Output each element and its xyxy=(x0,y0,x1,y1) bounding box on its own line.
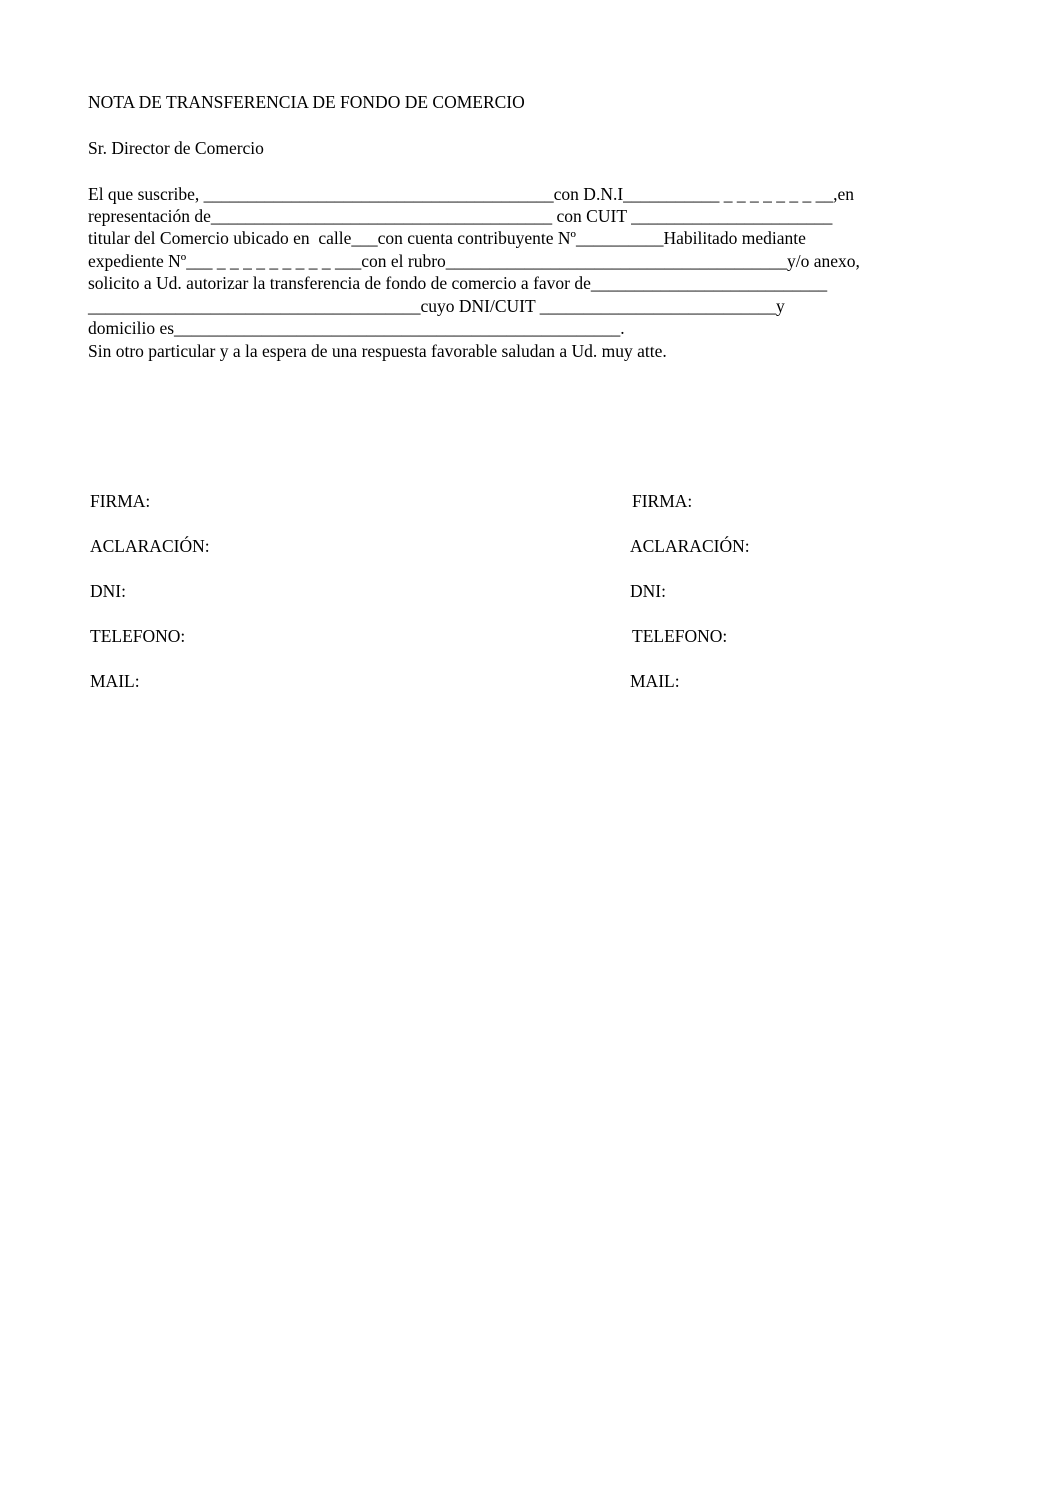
signature-label-mail: MAIL: xyxy=(90,671,140,691)
signature-label-aclaracion: ACLARACIÓN: xyxy=(90,536,210,556)
body-line-5: solicito a Ud. autorizar la transferencia de fondo de comercio a favor de___________________________ xyxy=(88,273,828,293)
document-title: NOTA DE TRANSFERENCIA DE FONDO DE COMERCIO xyxy=(88,92,525,112)
signature-label-dni: DNI: xyxy=(90,581,126,601)
body-line-1: El que suscribe, ________________________________________con D.N.I___________ _ _ _ _ _ _ _ __,en xyxy=(88,184,855,204)
body-line-6: ______________________________________cuyo DNI/CUIT ___________________________y xyxy=(88,296,785,316)
body-line-3: titular del Comercio ubicado en calle___con cuenta contribuyente Nº__________Habilitado mediante xyxy=(88,228,806,248)
signature-label-telefono: TELEFONO: xyxy=(90,626,186,646)
signature-label-firma: FIRMA: xyxy=(632,491,693,511)
signature-label-telefono: TELEFONO: xyxy=(632,626,728,646)
body-line-2: representación de_______________________________________ con CUIT _______________________ xyxy=(88,206,833,226)
signature-label-aclaracion: ACLARACIÓN: xyxy=(630,536,750,556)
signature-label-mail: MAIL: xyxy=(630,671,680,691)
signature-label-firma: FIRMA: xyxy=(90,491,151,511)
body-line-8: Sin otro particular y a la espera de una respuesta favorable saludan a Ud. muy atte. xyxy=(88,341,667,361)
body-line-7: domicilio es___________________________________________________. xyxy=(88,318,625,338)
signature-label-dni: DNI: xyxy=(630,581,666,601)
body-line-4: expediente Nº___ _ _ _ _ _ _ _ _ _ ___con el rubro_______________________________________y/o anexo, xyxy=(88,251,860,271)
greeting: Sr. Director de Comercio xyxy=(88,138,264,158)
